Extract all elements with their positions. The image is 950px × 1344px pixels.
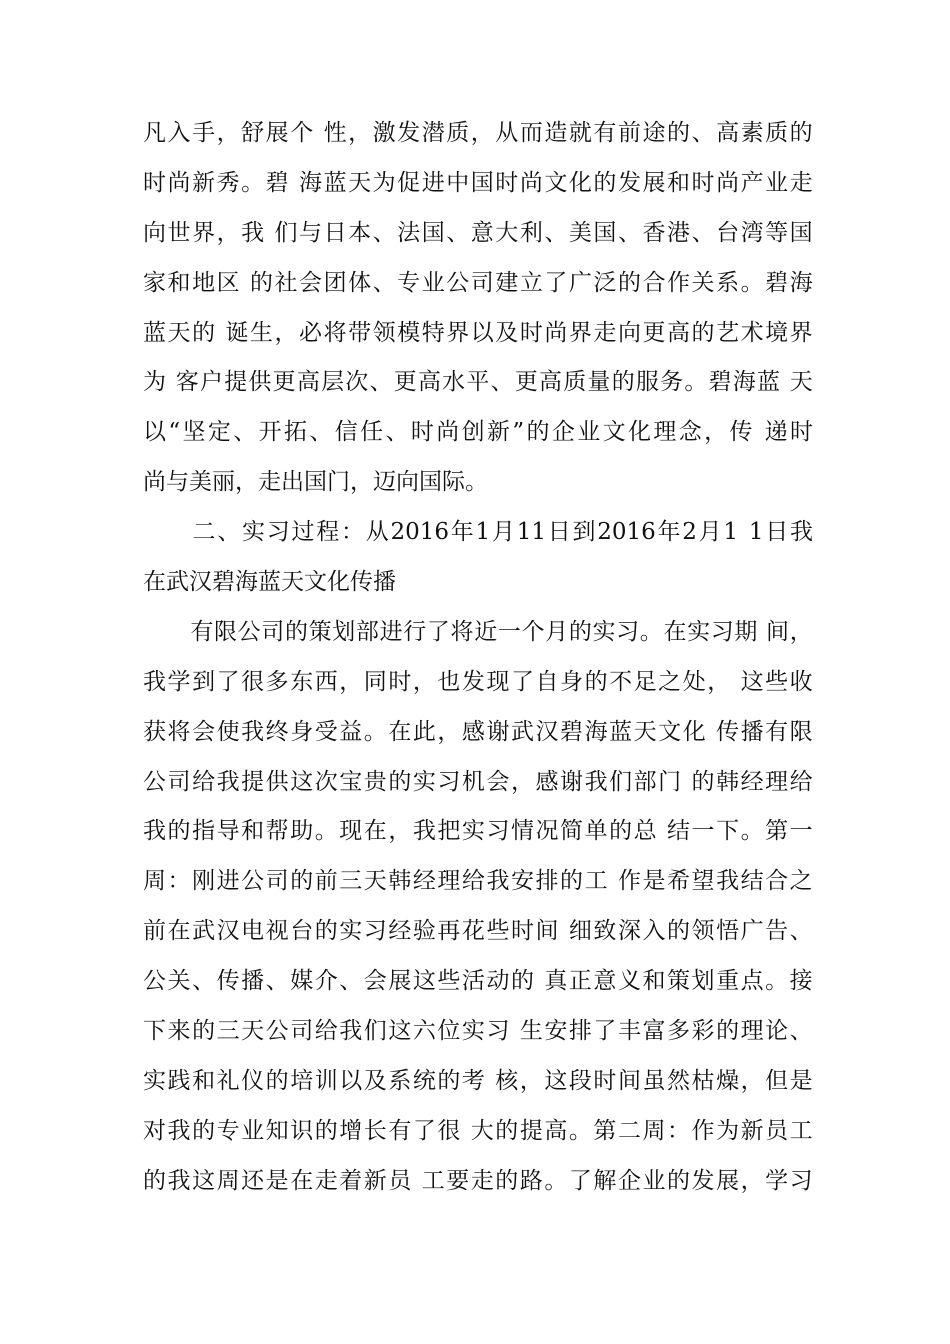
text-line: 时 尚 新 秀 。 碧 海 蓝 天 为 促 进 中 国 时 尚 文 化 的 发 展 和 时 尚 产 业 走 <box>143 169 813 196</box>
text-line: 的 我 这 周 还 是 在 走 着 新 员 工 要 走 的 路 。 了 解 企 业 的 发 展 ， 学 习 <box>143 1167 813 1194</box>
text-line: 凡 入 手 ， 舒 展 个 性 ， 激 发 潜 质 ， 从 而 造 就 有 前 途 的 、 高 素 质 的 <box>143 120 813 146</box>
document-body <box>143 113 813 1211</box>
text-line: 我 学 到 了 很 多 东 西 ， 同 时 ， 也 发 现 了 自 身 的 不 足 之 处 ， 这 些 收 <box>143 668 813 695</box>
text-line: 在武汉碧海蓝天文化传播 <box>143 569 396 596</box>
text-line: 前 在 武 汉 电 视 台 的 实 习 经 验 再 花 些 时 间 细 致 深 入 的 领 悟 广 告 、 <box>143 918 813 945</box>
text-line: 尚与美丽，走出国门，迈向国际。 <box>143 469 488 496</box>
section-heading-line: 二 、 实 习 过 程 ： 从 2016 年 1 月 11 日 到 2016 年 2 月 1 1 日 我 <box>192 519 813 546</box>
text-line: 为 客 户 提 供 更 高 层 次 、 更 高 水 平 、 更 高 质 量 的 服 务 。 碧 海 蓝 天 <box>143 369 813 396</box>
text-line: 下 来 的 三 天 公 司 给 我 们 这 六 位 实 习 生 安 排 了 丰 富 多 彩 的 理 论 、 <box>143 1018 813 1045</box>
text-line: 公 关 、 传 播 、 媒 介 、 会 展 这 些 活 动 的 真 正 意 义 和 策 划 重 点 。 接 <box>143 968 813 995</box>
text-line: 获 将 会 使 我 终 身 受 益 。 在 此 ， 感 谢 武 汉 碧 海 蓝 天 文 化 传 播 有 限 <box>143 718 813 745</box>
text-line: 蓝 天 的 诞 生 ， 必 将 带 领 模 特 界 以 及 时 尚 界 走 向 更 高 的 艺 术 境 界 <box>143 319 813 346</box>
text-line: 公 司 给 我 提 供 这 次 宝 贵 的 实 习 机 会 ， 感 谢 我 们 部 门 的 韩 经 理 给 <box>143 768 813 795</box>
paragraph-start-line: 有 限 公 司 的 策 划 部 进 行 了 将 近 一 个 月 的 实 习 。 在 实 习 期 间 ， <box>190 618 813 645</box>
text-line: 以 “ 坚 定 、 开 拓 、 信 任 、 时 尚 创 新 ” 的 企 业 文 化 理 念 ， 传 递 时 <box>143 419 813 446</box>
text-line: 向 世 界 ， 我 们 与 日 本 、 法 国 、 意 大 利 、 美 国 、 香 港 、 台 湾 等 国 <box>143 219 813 246</box>
text-line: 我 的 指 导 和 帮 助 。 现 在 ， 我 把 实 习 情 况 简 单 的 总 结 一 下 。 第 一 <box>143 818 813 845</box>
text-line: 实 践 和 礼 仪 的 培 训 以 及 系 统 的 考 核 ， 这 段 时 间 虽 然 枯 燥 ， 但 是 <box>143 1067 813 1094</box>
text-line: 家 和 地 区 的 社 会 团 体 、 专 业 公 司 建 立 了 广 泛 的 合 作 关 系 。 碧 海 <box>143 269 813 296</box>
text-line: 周 ： 刚 进 公 司 的 前 三 天 韩 经 理 给 我 安 排 的 工 作 是 希 望 我 结 合 之 <box>143 868 813 895</box>
text-line: 对 我 的 专 业 知 识 的 增 长 有 了 很 大 的 提 高 。 第 二 周 ： 作 为 新 员 工 <box>143 1117 813 1144</box>
